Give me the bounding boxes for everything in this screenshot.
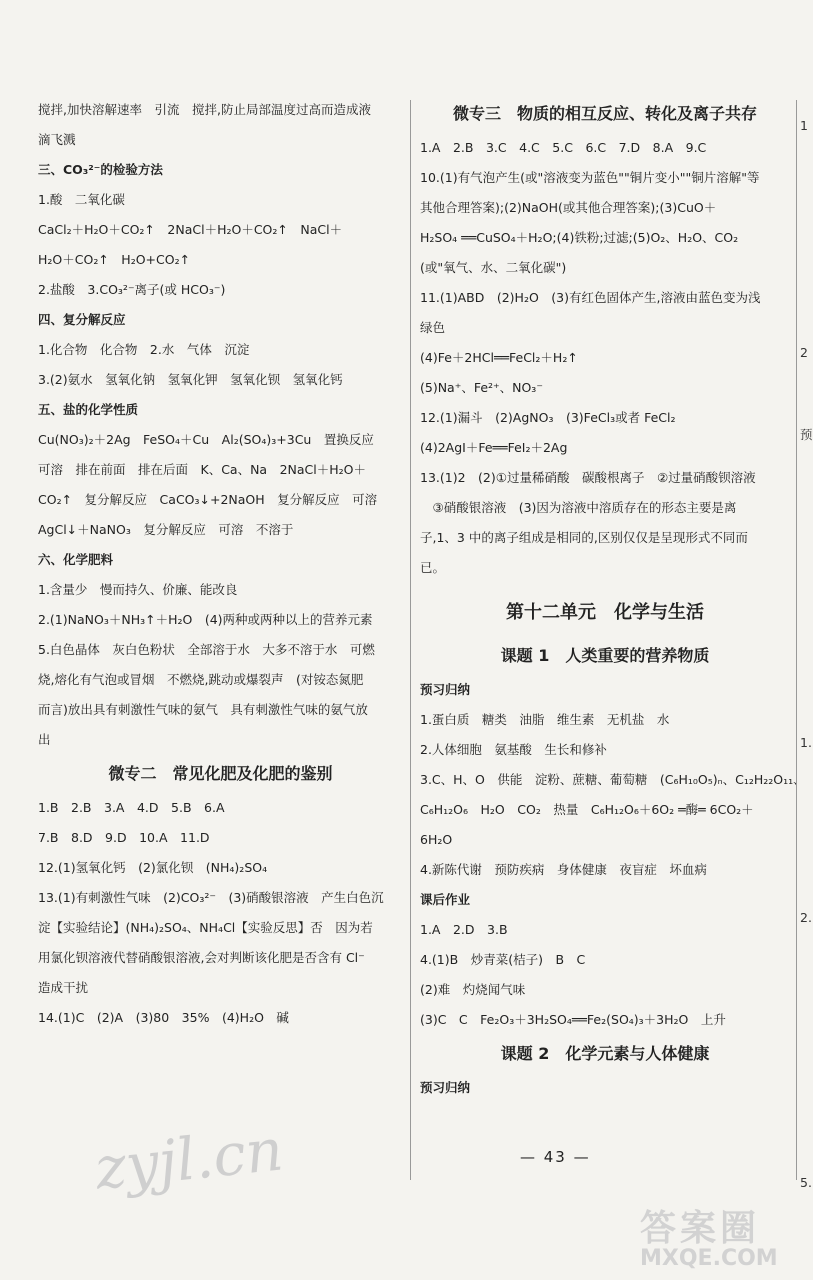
left-column — [38, 95, 403, 1033]
answer-line: 4.(1)B 炒青菜(桔子) B C — [420, 952, 586, 967]
answer-line: 烧,熔化有气泡或冒烟 不燃烧,跳动或爆裂声 (对铵态氮肥 — [38, 672, 364, 687]
answer-line: 绿色 — [420, 320, 446, 335]
answer-line: H₂SO₄ ══CuSO₄＋H₂O;(4)铁粉;过滤;(5)O₂、H₂O、CO₂ — [420, 230, 739, 245]
answer-line: ③硝酸银溶液 (3)因为溶液中溶质存在的形态主要是离 — [420, 500, 737, 515]
answer-line: 可溶 排在前面 排在后面 K、Ca、Na 2NaCl＋H₂O＋ — [38, 462, 367, 477]
answer-line: CO₂↑ 复分解反应 CaCO₃↓+2NaOH 复分解反应 可溶 — [38, 492, 378, 507]
answer-line: 子,1、3 中的离子组成是相同的,区别仅仅是呈现形式不同而 — [420, 530, 748, 545]
section-heading: 三、CO₃²⁻的检验方法 — [38, 162, 163, 177]
answer-line: AgCl↓＋NaNO₃ 复分解反应 可溶 不溶于 — [38, 522, 294, 537]
answer-line: 滴飞溅 — [38, 132, 76, 147]
section-heading: 预习归纳 — [420, 1080, 471, 1095]
answer-line: 1.酸 二氧化碳 — [38, 192, 125, 207]
answer-line: H₂O＋CO₂↑ H₂O+CO₂↑ — [38, 252, 191, 267]
answer-line: 1.含量少 慢而持久、价廉、能改良 — [38, 582, 238, 597]
answer-line: 3.C、H、O 供能 淀粉、蔗糖、葡萄糖 (C₆H₁₀O₅)ₙ、C₁₂H₂₂O₁₁、 — [420, 772, 806, 787]
answer-line: 2.人体细胞 氨基酸 生长和修补 — [420, 742, 607, 757]
answer-line: 2.盐酸 3.CO₃²⁻离子(或 HCO₃⁻) — [38, 282, 226, 297]
section-heading: 六、化学肥料 — [38, 552, 114, 567]
edge-fragment: 预 — [800, 427, 813, 442]
answer-line: (3)C C Fe₂O₃＋3H₂SO₄══Fe₂(SO₄)₃＋3H₂O 上升 — [420, 1012, 726, 1027]
answer-line: 出 — [38, 732, 51, 747]
answer-line: Cu(NO₃)₂＋2Ag FeSO₄＋Cu Al₂(SO₄)₃+3Cu 置换反应 — [38, 432, 374, 447]
answer-line: 搅拌,加快溶解速率 引流 搅拌,防止局部温度过高而造成液 — [38, 102, 371, 117]
column-divider — [410, 100, 411, 1180]
answer-line: 12.(1)氢氧化钙 (2)氯化钡 (NH₄)₂SO₄ — [38, 860, 268, 875]
answer-line: 1.化合物 化合物 2.水 气体 沉淀 — [38, 342, 250, 357]
answer-line: 已。 — [420, 560, 446, 575]
section-heading: 四、复分解反应 — [38, 312, 126, 327]
edge-fragment: 1. — [800, 735, 812, 750]
answer-line: 1.A 2.B 3.C 4.C 5.C 6.C 7.D 8.A 9.C — [420, 140, 707, 155]
answer-line: 4.新陈代谢 预防疾病 身体健康 夜盲症 坏血病 — [420, 862, 707, 877]
answer-line: 7.B 8.D 9.D 10.A 11.D — [38, 830, 210, 845]
edge-fragment: 5. — [800, 1175, 812, 1190]
answer-line: 1.B 2.B 3.A 4.D 5.B 6.A — [38, 800, 225, 815]
answer-line: 1.A 2.D 3.B — [420, 922, 508, 937]
answer-line: (或"氧气、水、二氧化碳") — [420, 260, 567, 275]
page-number: — 43 — — [520, 1148, 591, 1166]
section-title: 第十二单元 化学与生活 — [506, 602, 704, 623]
answer-line: 其他合理答案);(2)NaOH(或其他合理答案);(3)CuO＋ — [420, 200, 717, 215]
section-heading: 五、盐的化学性质 — [38, 402, 139, 417]
answer-line: CaCl₂＋H₂O＋CO₂↑ 2NaCl＋H₂O＋CO₂↑ NaCl＋ — [38, 222, 343, 237]
answer-line: 造成干扰 — [38, 980, 89, 995]
answer-line: 10.(1)有气泡产生(或"溶液变为蓝色""铜片变小""铜片溶解"等 — [420, 170, 760, 185]
section-title: 课题 2 化学元素与人体健康 — [500, 1044, 710, 1063]
site-watermark: zyjl.cn — [91, 1115, 287, 1203]
section-heading: 预习归纳 — [420, 682, 471, 697]
section-heading: 课后作业 — [420, 892, 471, 907]
answer-line: 而言)放出具有刺激性气味的氨气 具有刺激性气味的氨气放 — [38, 702, 368, 717]
logo-english: MXQE.COM — [640, 1246, 778, 1271]
answer-line: C₆H₁₂O₆ H₂O CO₂ 热量 C₆H₁₂O₆＋6O₂ ═酶═ 6CO₂＋ — [420, 802, 754, 817]
answer-line: (2)难 灼烧闻气味 — [420, 982, 526, 997]
edge-fragment: 2. — [800, 910, 812, 925]
answer-line: 12.(1)漏斗 (2)AgNO₃ (3)FeCl₃或者 FeCl₂ — [420, 410, 676, 425]
answer-line: 1.蛋白质 糖类 油脂 维生素 无机盐 水 — [420, 712, 670, 727]
answer-logo — [640, 1200, 800, 1275]
answer-line: 5.白色晶体 灰白色粉状 全部溶于水 大多不溶于水 可燃 — [38, 642, 375, 657]
answer-line: 13.(1)2 (2)①过量稀硝酸 碳酸根离子 ②过量硝酸钡溶液 — [420, 470, 756, 485]
answer-line: 6H₂O — [420, 832, 453, 847]
section-title: 课题 1 人类重要的营养物质 — [500, 646, 710, 665]
answer-line: 3.(2)氨水 氢氧化钠 氢氧化钾 氢氧化钡 氢氧化钙 — [38, 372, 343, 387]
edge-fragment: 1 — [800, 118, 808, 133]
answer-line: 13.(1)有刺激性气味 (2)CO₃²⁻ (3)硝酸银溶液 产生白色沉 — [38, 890, 384, 905]
answer-line: (4)Fe＋2HCl══FeCl₂＋H₂↑ — [420, 350, 578, 365]
section-title: 微专三 物质的相互反应、转化及离子共存 — [452, 104, 757, 123]
section-title: 微专二 常见化肥及化肥的鉴别 — [108, 764, 333, 783]
edge-fragment: 2 — [800, 345, 808, 360]
column-divider-right — [796, 100, 797, 1180]
answer-line: 用氯化钡溶液代替硝酸银溶液,会对判断该化肥是否含有 Cl⁻ — [38, 950, 365, 965]
answer-line: (4)2AgI＋Fe══FeI₂＋2Ag — [420, 440, 568, 455]
answer-line: 淀【实验结论】(NH₄)₂SO₄、NH₄Cl【实验反思】否 因为若 — [38, 920, 373, 935]
logo-chinese: 答案圈 — [640, 1208, 761, 1249]
answer-line: 11.(1)ABD (2)H₂O (3)有红色固体产生,溶液由蓝色变为浅 — [420, 290, 761, 305]
answer-line: 14.(1)C (2)A (3)80 35% (4)H₂O 碱 — [38, 1010, 289, 1025]
answer-line: 2.(1)NaNO₃＋NH₃↑＋H₂O (4)两种或两种以上的营养元素 — [38, 612, 373, 627]
answer-line: (5)Na⁺、Fe²⁺、NO₃⁻ — [420, 380, 543, 395]
middle-column — [420, 95, 806, 1103]
